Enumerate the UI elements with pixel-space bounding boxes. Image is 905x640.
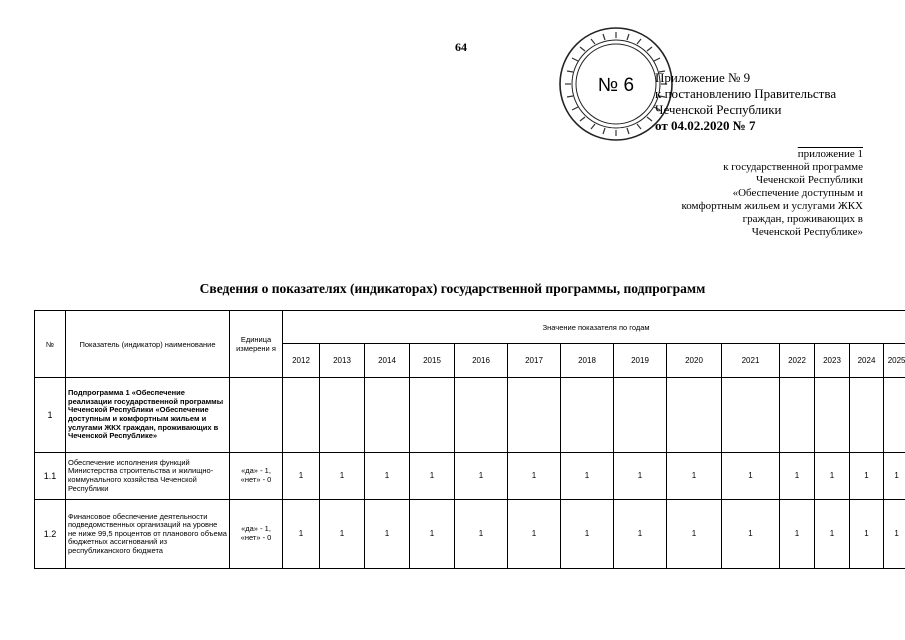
appendix-sub-line-7: Чеченской Республике» xyxy=(751,226,863,238)
table-row xyxy=(35,378,905,453)
row-value: 1 xyxy=(561,500,614,569)
row-value: 1 xyxy=(283,453,320,500)
row-value xyxy=(614,378,667,453)
row-indicator-name: Обеспечение исполнения функций Министерства строительства и жилищно-коммунального хозяйства Чеченской Республики xyxy=(66,453,230,500)
row-value: 1 xyxy=(722,453,780,500)
table-row xyxy=(35,500,905,569)
row-value xyxy=(455,378,508,453)
row-value: 1 xyxy=(508,453,561,500)
row-value: 1 xyxy=(283,500,320,569)
row-value: 1 xyxy=(667,453,722,500)
appendix-sub-line-3: Чеченской Республики xyxy=(755,174,863,186)
row-value: 1 xyxy=(780,500,815,569)
appendix-sub-line-4: «Обеспечение доступным и xyxy=(732,187,863,199)
year-header: 2019 xyxy=(614,344,667,378)
row-value xyxy=(850,378,884,453)
year-header: 2021 xyxy=(722,344,780,378)
table-body xyxy=(35,378,905,569)
row-unit xyxy=(230,378,283,453)
appendix-line-1: Приложение № 9 xyxy=(655,70,751,85)
year-header: 2025 xyxy=(884,344,905,378)
row-value xyxy=(561,378,614,453)
appendix-header xyxy=(655,70,836,134)
year-header: 2018 xyxy=(561,344,614,378)
row-value: 1 xyxy=(410,453,455,500)
row-unit: «да» - 1, «нет» - 0 xyxy=(230,500,283,569)
row-value: 1 xyxy=(508,500,561,569)
row-value: 1 xyxy=(365,500,410,569)
header-number: № xyxy=(35,311,66,378)
row-value: 1 xyxy=(884,453,905,500)
row-value xyxy=(365,378,410,453)
year-header: 2017 xyxy=(508,344,561,378)
row-value: 1 xyxy=(614,500,667,569)
appendix-sub-line-2: к государственной программе xyxy=(723,161,863,173)
row-value: 1 xyxy=(850,453,884,500)
row-value: 1 xyxy=(850,500,884,569)
row-number: 1.1 xyxy=(35,453,66,500)
row-value: 1 xyxy=(884,500,905,569)
appendix-line-3: Чеченской Республики xyxy=(655,102,782,117)
year-header: 2014 xyxy=(365,344,410,378)
row-value: 1 xyxy=(722,500,780,569)
row-value: 1 xyxy=(561,453,614,500)
year-header: 2015 xyxy=(410,344,455,378)
row-unit: «да» - 1, «нет» - 0 xyxy=(230,453,283,500)
appendix-sub-line-5: комфортным жильем и услугами ЖКХ xyxy=(681,200,863,212)
row-value: 1 xyxy=(320,500,365,569)
row-value: 1 xyxy=(815,453,850,500)
document-title: Сведения о показателях (индикаторах) государственной программы, подпрограмм xyxy=(199,281,706,296)
row-value: 1 xyxy=(667,500,722,569)
header-unit: Единица измерени я xyxy=(230,311,283,378)
indicators-table xyxy=(34,310,905,569)
row-value xyxy=(884,378,905,453)
row-value xyxy=(283,378,320,453)
row-number: 1.2 xyxy=(35,500,66,569)
year-header: 2016 xyxy=(455,344,508,378)
row-value: 1 xyxy=(320,453,365,500)
row-value: 1 xyxy=(815,500,850,569)
year-header: 2024 xyxy=(850,344,884,378)
header-values-by-year: Значение показателя по годам xyxy=(283,311,905,344)
row-value: 1 xyxy=(455,453,508,500)
row-value xyxy=(667,378,722,453)
row-value xyxy=(780,378,815,453)
seal-number: № 6 xyxy=(597,75,635,96)
row-indicator-name: Финансовое обеспечение деятельности подведомственных организаций на уровне не ниже 99,5 процентов от планового объема бюджетных ассигнований из республиканского бюджета xyxy=(66,500,230,569)
year-header: 2012 xyxy=(283,344,320,378)
row-value: 1 xyxy=(614,453,667,500)
header-indicator-name: Показатель (индикатор) наименование xyxy=(66,311,230,378)
appendix-sub-line-6: граждан, проживающих в xyxy=(742,213,863,225)
row-value: 1 xyxy=(365,453,410,500)
table-row xyxy=(35,453,905,500)
row-value xyxy=(410,378,455,453)
row-value xyxy=(320,378,365,453)
row-value xyxy=(722,378,780,453)
appendix-subheader xyxy=(643,148,863,239)
year-header: 2022 xyxy=(780,344,815,378)
row-value xyxy=(508,378,561,453)
appendix-sub-line-1: приложение 1 xyxy=(797,148,863,160)
page-number: 64 xyxy=(455,40,467,54)
appendix-line-2: к постановлению Правительства xyxy=(655,86,837,101)
row-value xyxy=(815,378,850,453)
row-indicator-name: Подпрограмма 1 «Обеспечение реализации государственной программы Чеченской Республики «Обеспечение доступным и комфортным жильем и услугами ЖКХ граждан, проживающих в Чеченской Республике» xyxy=(66,378,230,453)
appendix-line-4: от 04.02.2020 № 7 xyxy=(655,118,756,133)
year-header: 2020 xyxy=(667,344,722,378)
row-number: 1 xyxy=(35,378,66,453)
year-header: 2013 xyxy=(320,344,365,378)
row-value: 1 xyxy=(455,500,508,569)
year-header: 2023 xyxy=(815,344,850,378)
row-value: 1 xyxy=(780,453,815,500)
row-value: 1 xyxy=(410,500,455,569)
